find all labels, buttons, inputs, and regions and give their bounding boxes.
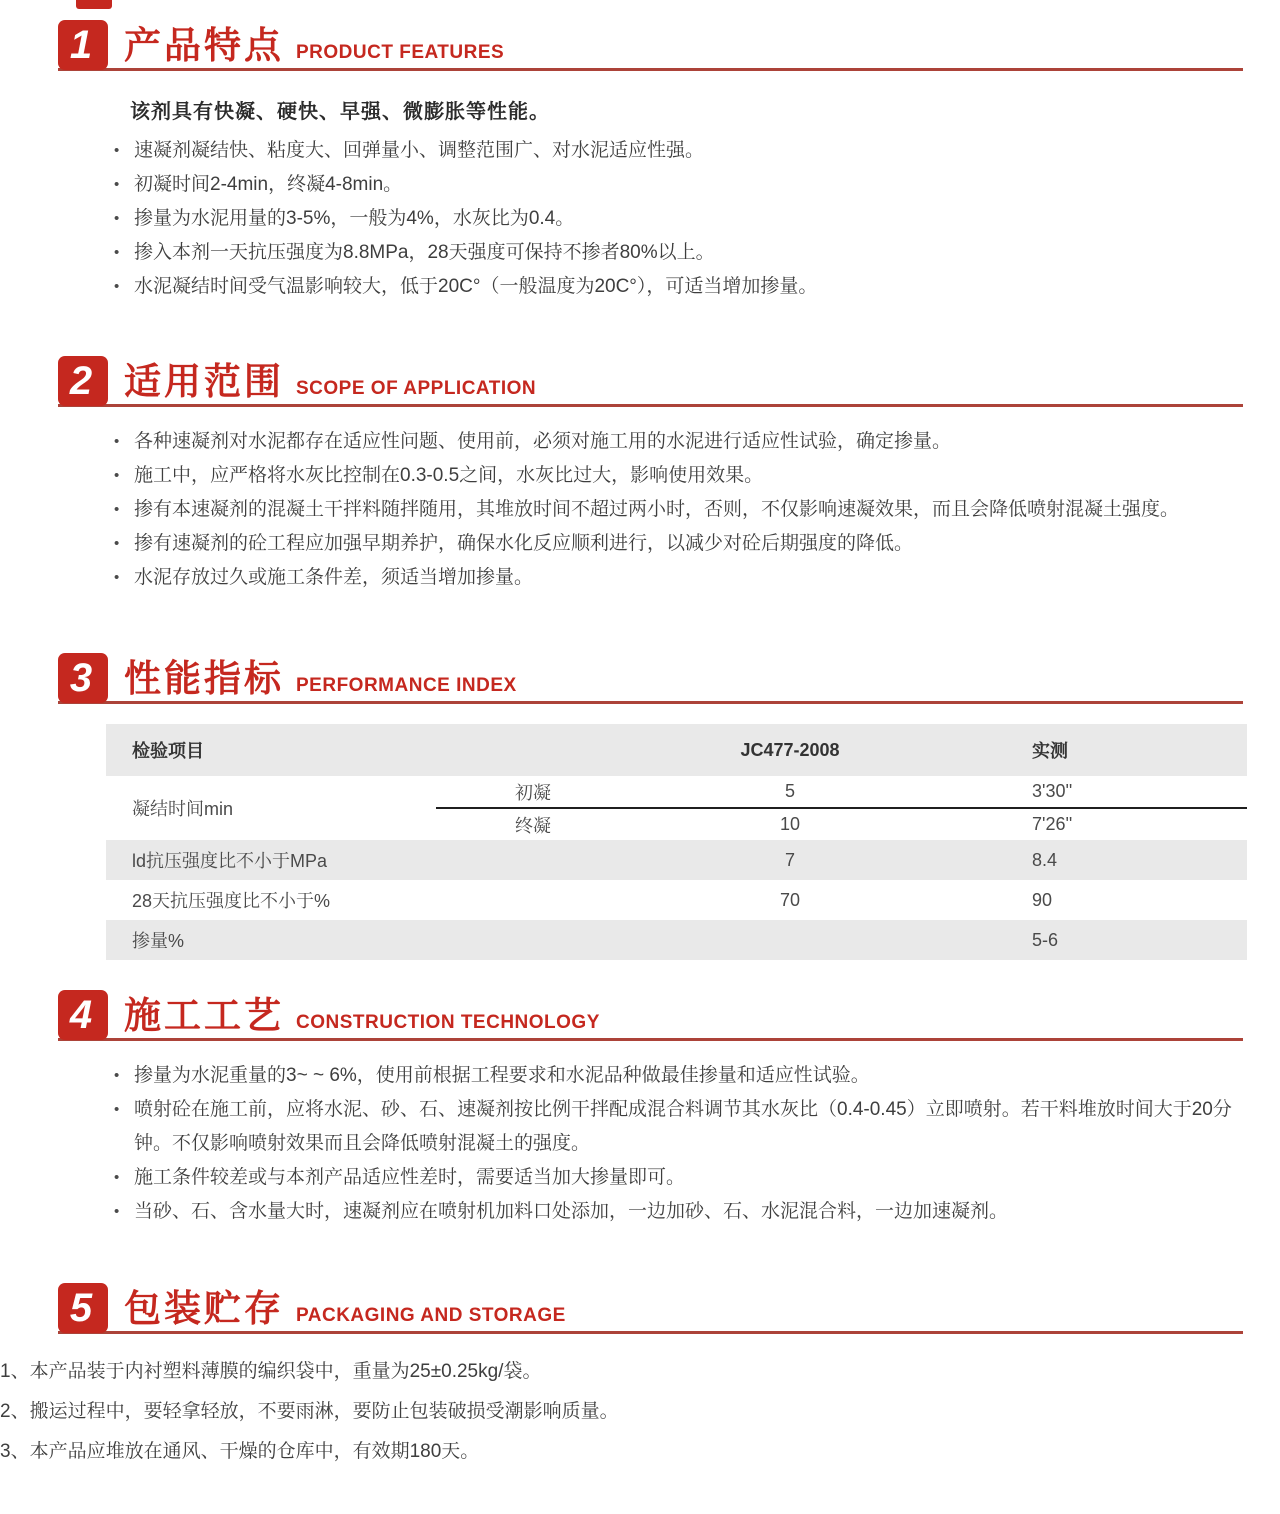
section-packaging-storage bbox=[0, 1283, 1280, 1472]
col-header-standard: JC477-2008 bbox=[740, 739, 840, 760]
section-title-zh: 施工工艺 bbox=[124, 995, 284, 1036]
row-measured: 5-6 bbox=[1032, 929, 1059, 950]
section-3-number-badge bbox=[58, 653, 108, 703]
bullet-item: • 掺量为水泥用量的3-5%，一般为4%，水灰比为0.4。 bbox=[112, 202, 1240, 236]
setting-time-subrows bbox=[436, 776, 1247, 840]
section-1-header bbox=[58, 20, 1243, 71]
col-header-measured: 实测 bbox=[1032, 741, 1068, 761]
packaging-item: 1、本产品装于内衬塑料薄膜的编织袋中，重量为25±0.25kg/袋。 bbox=[0, 1361, 542, 1382]
table-header-row bbox=[106, 724, 1247, 776]
section-2-number-badge bbox=[58, 356, 108, 406]
bullet-item: • 当砂、石、含水量大时，速凝剂应在喷射机加料口处添加，一边加砂、石、水泥混合料，一边加速凝剂。 bbox=[112, 1195, 1240, 1229]
row-measured: 8.4 bbox=[1032, 849, 1058, 870]
row-standard: 7 bbox=[784, 849, 795, 870]
subrow-standard: 5 bbox=[784, 781, 795, 801]
bullet-item: • 掺量为水泥重量的3~ ~ 6%，使用前根据工程要求和水泥品种做最佳掺量和适应性试验。 bbox=[112, 1059, 1240, 1093]
section-title-zh: 产品特点 bbox=[124, 25, 284, 66]
section-scope-of-application bbox=[0, 356, 1280, 595]
section-number: 1 bbox=[69, 22, 93, 67]
construction-bullet-list bbox=[112, 1059, 1240, 1229]
section-4-number-badge bbox=[58, 990, 108, 1040]
bullet-item: • 水泥凝结时间受气温影响较大，低于20C°（一般温度为20C°），可适当增加掺量。 bbox=[112, 270, 1240, 304]
section-title-en: CONSTRUCTION TECHNOLOGY bbox=[296, 1012, 600, 1033]
section-number: 5 bbox=[69, 1285, 93, 1330]
table-row-1d-strength bbox=[106, 840, 1247, 880]
row-label: 掺量% bbox=[132, 931, 185, 951]
section-2-header bbox=[58, 356, 1243, 407]
bullet-item: • 初凝时间2-4min，终凝4-8min。 bbox=[112, 168, 1240, 202]
section-title-zh: 性能指标 bbox=[124, 658, 284, 699]
section-number: 2 bbox=[69, 358, 93, 403]
bullet-item: • 施工条件较差或与本剂产品适应性差时，需要适当加大掺量即可。 bbox=[112, 1161, 1240, 1195]
performance-table bbox=[106, 724, 1247, 960]
bullet-item: • 水泥存放过久或施工条件差，须适当增加掺量。 bbox=[112, 561, 1240, 595]
bullet-item: • 喷射砼在施工前，应将水泥、砂、石、速凝剂按比例干拌配成混合料调节其水灰比（0.4-0.45）立即喷射。若干料堆放时间大于20分钟。不仅影响喷射效果而且会降低喷射混凝土的强度。 bbox=[112, 1093, 1240, 1161]
top-red-fragment bbox=[76, 0, 112, 9]
bullet-item: • 速凝剂凝结快、粘度大、回弹量小、调整范围广、对水泥适应性强。 bbox=[112, 134, 1240, 168]
row-measured: 90 bbox=[1032, 889, 1053, 910]
section-2-body bbox=[112, 425, 1240, 595]
section-title-en: PACKAGING AND STORAGE bbox=[296, 1305, 566, 1326]
bullet-item: • 各种速凝剂对水泥都存在适应性问题、使用前，必须对施工用的水泥进行适应性试验，确定掺量。 bbox=[112, 425, 1240, 459]
bullet-item: • 掺有速凝剂的砼工程应加强早期养护，确保水化反应顺利进行，以减少对砼后期强度的降低。 bbox=[112, 527, 1240, 561]
row-standard: 70 bbox=[779, 889, 801, 910]
section-construction-technology bbox=[0, 990, 1280, 1229]
subrow-final-set bbox=[436, 809, 1247, 840]
features-bullet-list bbox=[112, 134, 1240, 304]
table-row-dosage bbox=[106, 920, 1247, 960]
section-5-header bbox=[58, 1283, 1243, 1334]
section-performance-index bbox=[0, 653, 1280, 960]
col-header-item: 检验项目 bbox=[132, 741, 204, 761]
row-label: ld抗压强度比不小于MPa bbox=[132, 851, 328, 871]
section-title-en: PERFORMANCE INDEX bbox=[296, 675, 517, 696]
section-4-body bbox=[112, 1059, 1240, 1229]
bullet-item: • 施工中，应严格将水灰比控制在0.3-0.5之间，水灰比过大，影响使用效果。 bbox=[112, 459, 1240, 493]
subrow-name: 初凝 bbox=[515, 782, 551, 803]
section-5-body bbox=[0, 1352, 1280, 1472]
subrow-measured: 7'26'' bbox=[1032, 814, 1073, 834]
subrow-initial-set bbox=[436, 776, 1247, 809]
row-label: 凝结时间min bbox=[132, 799, 234, 819]
bullet-item: • 掺有本速凝剂的混凝土干拌料随拌随用，其堆放时间不超过两小时，否则，不仅影响速凝效果，而且会降低喷射混凝土强度。 bbox=[112, 493, 1240, 527]
section-title-en: SCOPE OF APPLICATION bbox=[296, 378, 537, 399]
table-row-setting-time bbox=[106, 776, 1247, 840]
section-product-features bbox=[0, 0, 1280, 304]
section-title-zh: 包装贮存 bbox=[124, 1288, 284, 1329]
section-1-number-badge bbox=[58, 20, 108, 70]
bullet-item: • 掺入本剂一天抗压强度为8.8MPa，28天强度可保持不掺者80%以上。 bbox=[112, 236, 1240, 270]
scope-bullet-list bbox=[112, 425, 1240, 595]
packaging-item: 3、本产品应堆放在通风、干燥的仓库中，有效期180天。 bbox=[0, 1441, 480, 1462]
section-number: 4 bbox=[69, 992, 93, 1037]
table-row-28d-strength bbox=[106, 880, 1247, 920]
section-title-zh: 适用范围 bbox=[124, 361, 284, 402]
section-5-number-badge bbox=[58, 1283, 108, 1333]
subrow-measured: 3'30'' bbox=[1032, 781, 1073, 801]
section-title-en: PRODUCT FEATURES bbox=[296, 42, 505, 63]
features-intro: 该剂具有快凝、硬快、早强、微膨胀等性能。 bbox=[130, 101, 550, 123]
section-1-body bbox=[112, 95, 1240, 304]
row-label: 28天抗压强度比不小于% bbox=[132, 891, 331, 911]
subrow-standard: 10 bbox=[779, 814, 801, 834]
section-4-header bbox=[58, 990, 1243, 1041]
subrow-name: 终凝 bbox=[515, 815, 551, 836]
section-3-header bbox=[58, 653, 1243, 704]
section-number: 3 bbox=[69, 655, 93, 700]
packaging-item: 2、搬运过程中，要轻拿轻放，不要雨淋，要防止包装破损受潮影响质量。 bbox=[0, 1401, 619, 1422]
